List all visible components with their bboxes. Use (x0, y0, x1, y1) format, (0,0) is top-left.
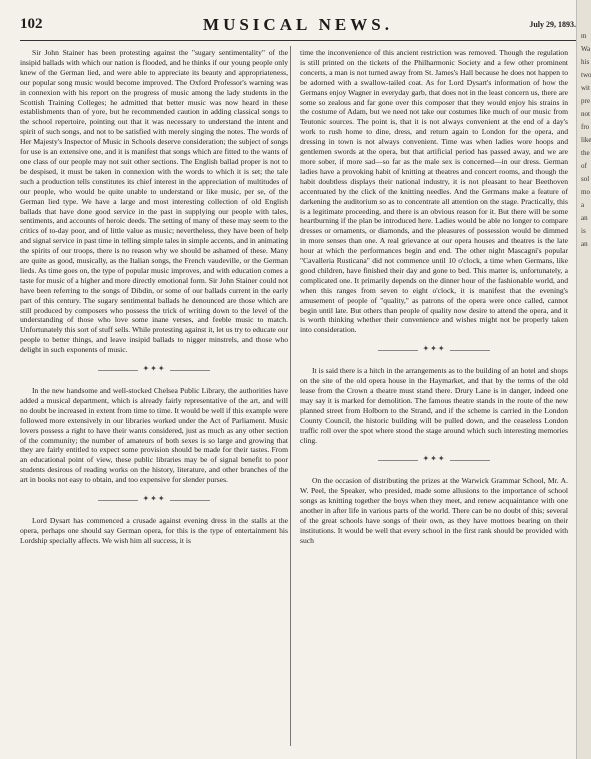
issue-date: July 29, 1893. (529, 20, 576, 29)
header-rule (20, 40, 576, 41)
spine-fragment: of (581, 162, 587, 170)
column-divider (290, 46, 291, 746)
spine-fragment: sol (581, 175, 590, 183)
article-chelsea-library: In the new handsome and well-stocked Chelsea Public Library, the authorities have added a musical department, which is already fairly representative of the art, and will no doubt be increased in extent from time to time. It would be well if this example were followed more extensively in our libraries worked under the Act of Parliament. Music lovers possess a right to have their wants considered, just as much as any other section of the community; the number of amateurs of both sexes is so large and growing that they are fairly entitled to expect some provision should be made for their tastes. From an educational point of view, these public libraries may be of signal benefit to poor students desirous of reading works on the history, literature, and other branches of the art in books not easy to obtain, and too expensive for slender purses. (20, 386, 288, 485)
section-ornament: ✦✦✦ (20, 364, 288, 374)
spine-fragment: not (581, 110, 590, 118)
spine-fragment: an (581, 240, 588, 248)
page-number: 102 (20, 16, 43, 32)
adjacent-page-fragments (577, 30, 591, 251)
spine-fragment: his (581, 58, 590, 66)
article-opera-house-site: It is said there is a hitch in the arrangements as to the building of an hotel and shops on the site of the old opera house in the Haymarket, and that by the terms of the old lease from the Crown a theatre must stand there. Drury Lane is in danger, indeed one may say it is marked for demolition. The famous theatre stands in the route of the new planned street from Holborn to the Strand, and if the scheme is carried in the London County Council, the historic building will be pulled down, and the ceaseless London traffic roll over the spot where stood the stage around which such interesting memories cling. (300, 366, 568, 445)
spine-fragment: fro (581, 123, 590, 131)
article-warwick-school-songs: On the occasion of distributing the prizes at the Warwick Grammar School, Mr. A. W. Peel, the Speaker, who presided, made some allusions to the importance of school songs as knitting together the boys when they meet, and renew acquaintance with one another in after life in various parts of the world. There can be no doubt of this; several of the great schools have songs of their own, as they have mottoes bearing on their institutions. It would be well that every school in the first rank should be provided with such (300, 476, 568, 545)
article-lord-dysart: Lord Dysart has commenced a crusade against evening dress in the stalls at the opera, perhaps one should say German opera, for this is the type of entertainment his Lordship specially affects. We wish him all success, it is (20, 515, 288, 545)
right-column (300, 48, 568, 546)
section-ornament: ✦✦✦ (300, 344, 568, 354)
spine-fragment: wit (581, 84, 590, 92)
spine-fragment: the (581, 149, 590, 157)
article-stainer-ballads: Sir John Stainer has been protesting against the "sugary sentimentality" of the insipid ballads with which our nation is flooded, and he thinks if our young people only knew of the German lied, and were able to appreciate its beauty and appropriateness, our popular song music would become improved. The Oxford Professor's warning was in connexion with his report on the progress of music among the lady students in the Scottish Training Colleges; he admitted that better music was now heard in these establishments than of yore, but he recommended caution in adding classical songs to the school repertoire, pointing out that it was necessary to understand the intent and spirit of such songs, and not to be satisfied with merely singing the notes. The words of Her Majesty's Inspector of Music in Schools deserve consideration; the subject of songs for use is an extensive one, and it is manifest that songs which are fitted to the wants of one class of our people may not suit other sections. The English ballad proper is not to be despised, it must be taken in connexion with the words to which it is set; the tale such a production tells constitutes its chief interest in the appreciation of multitudes of our people, who would be quite unable to understand or like music, per se, of the German lied type. We have a large and most interesting collection of old English ballads that have done good service in the past in supplying our people with tales, sentiments, and accounts of heroic deeds. The setting of many of these may seem to the critics of to-day poor, and of little value as music; nevertheless, they have been of help and signal service in past time in telling simple tales in simple accents, and in animating the spirits of our troops, there is no reason why we should be ashamed of these. Many are quite as good, musically, as the Italian songs, the French vaudeville, or the German lieds. As time goes on, the type of popular music improves, and with education comes a taste for music of a higher and more directly emotional form. Sir John Stainer could not have been referring to the songs of Dibdin, or some of our ballads current in the early part of this century. The sugary sentimental ballads he denounced are those which are still produced by composers who possess the trick of writing down to the level of the understanding of those who love some inane verses, and feeble music to match. Unfortunately this sort of stuff sells. While protesting against it, let us try to educate our people to better things, and leave insipid ballads to nigger minstrels, and those who delight in such exponents of music. (20, 48, 288, 355)
spine-fragment: two (581, 71, 591, 79)
section-ornament: ✦✦✦ (20, 494, 288, 504)
spine-fragment: Wa (581, 45, 591, 53)
spine-fragment: m (581, 32, 587, 40)
spine-fragment: an (581, 214, 588, 222)
adjacent-page-edge (576, 0, 591, 759)
spine-fragment: mo (581, 188, 590, 196)
section-ornament: ✦✦✦ (300, 454, 568, 464)
page-header (20, 10, 576, 38)
spine-fragment: is (581, 227, 586, 235)
spine-fragment: a (581, 201, 585, 209)
article-opera-dress-continued: time the inconvenience of this ancient restriction was removed. Though the regulation is still printed on the tickets of the Philharmonic Society and a few other prominent concerts, a man is not turned away from St. James's Hall because he does not happen to be adorned with a swallow-tailed coat. As for Lord Dysart's information of how the Germans enjoy Wagner in everyday garb, that does not in the least concern us, there are some so zealous and far gone over this composer that they would enjoy his strains in the costume of Adam, but we need not take our costumes like much of our music from Teutonic sources. The point is, that it is not always convenient at the end of a day's work to rush home to dine, dress, and return again to London for the opera, and dressing in town is not always convenient. Time was when ladies wore hoops and gentlemen swords at the opera, but that artificial period has passed away, and we are more sober, if more sad—so far as the male sex is concerned—in our dress. German ladies have a provoking habit of knitting at theatres and concert rooms, and though the habit doubtless displays their national industry, it is not pleasant to hear Beethoven accentuated by the click of the knitting needles. And the Germans make a feature of darkening the auditorium so as to concentrate all attention on the stage. Practically, this is a legitimate proceeding, and there is an obvious reason for it. But there will be some heartburning if the plan be introduced here. Ladies would be able no longer to compare dresses or ornaments, or diamonds, and the pleasures of possession would be dimmed in more senses than one. A real grievance at our opera houses and theatres is the late hour at which the performances begin and end. The other night Mascagni's popular "Cavalleria Rusticana" did not commence until 10 o'clock, a time when Germans, like good children, have finished their day and gone to bed. This matter is, unfortunately, a complicated one. It primarily depends on the dinner hour of the fashionable world, and when this ranges from seven to eight o'clock, it is manifest that the evening's amusement of people of "quality," as patrons of the opera were once called, cannot begin until late. But others than people of quality now desire to attend the opera, and it is worth thinking whether their convenience and wishes might not be properly taken into consideration. (300, 48, 568, 335)
masthead-title: MUSICAL NEWS. (203, 15, 393, 34)
spine-fragment: like (581, 136, 591, 144)
left-column (20, 48, 288, 546)
spine-fragment: pre (581, 97, 590, 105)
